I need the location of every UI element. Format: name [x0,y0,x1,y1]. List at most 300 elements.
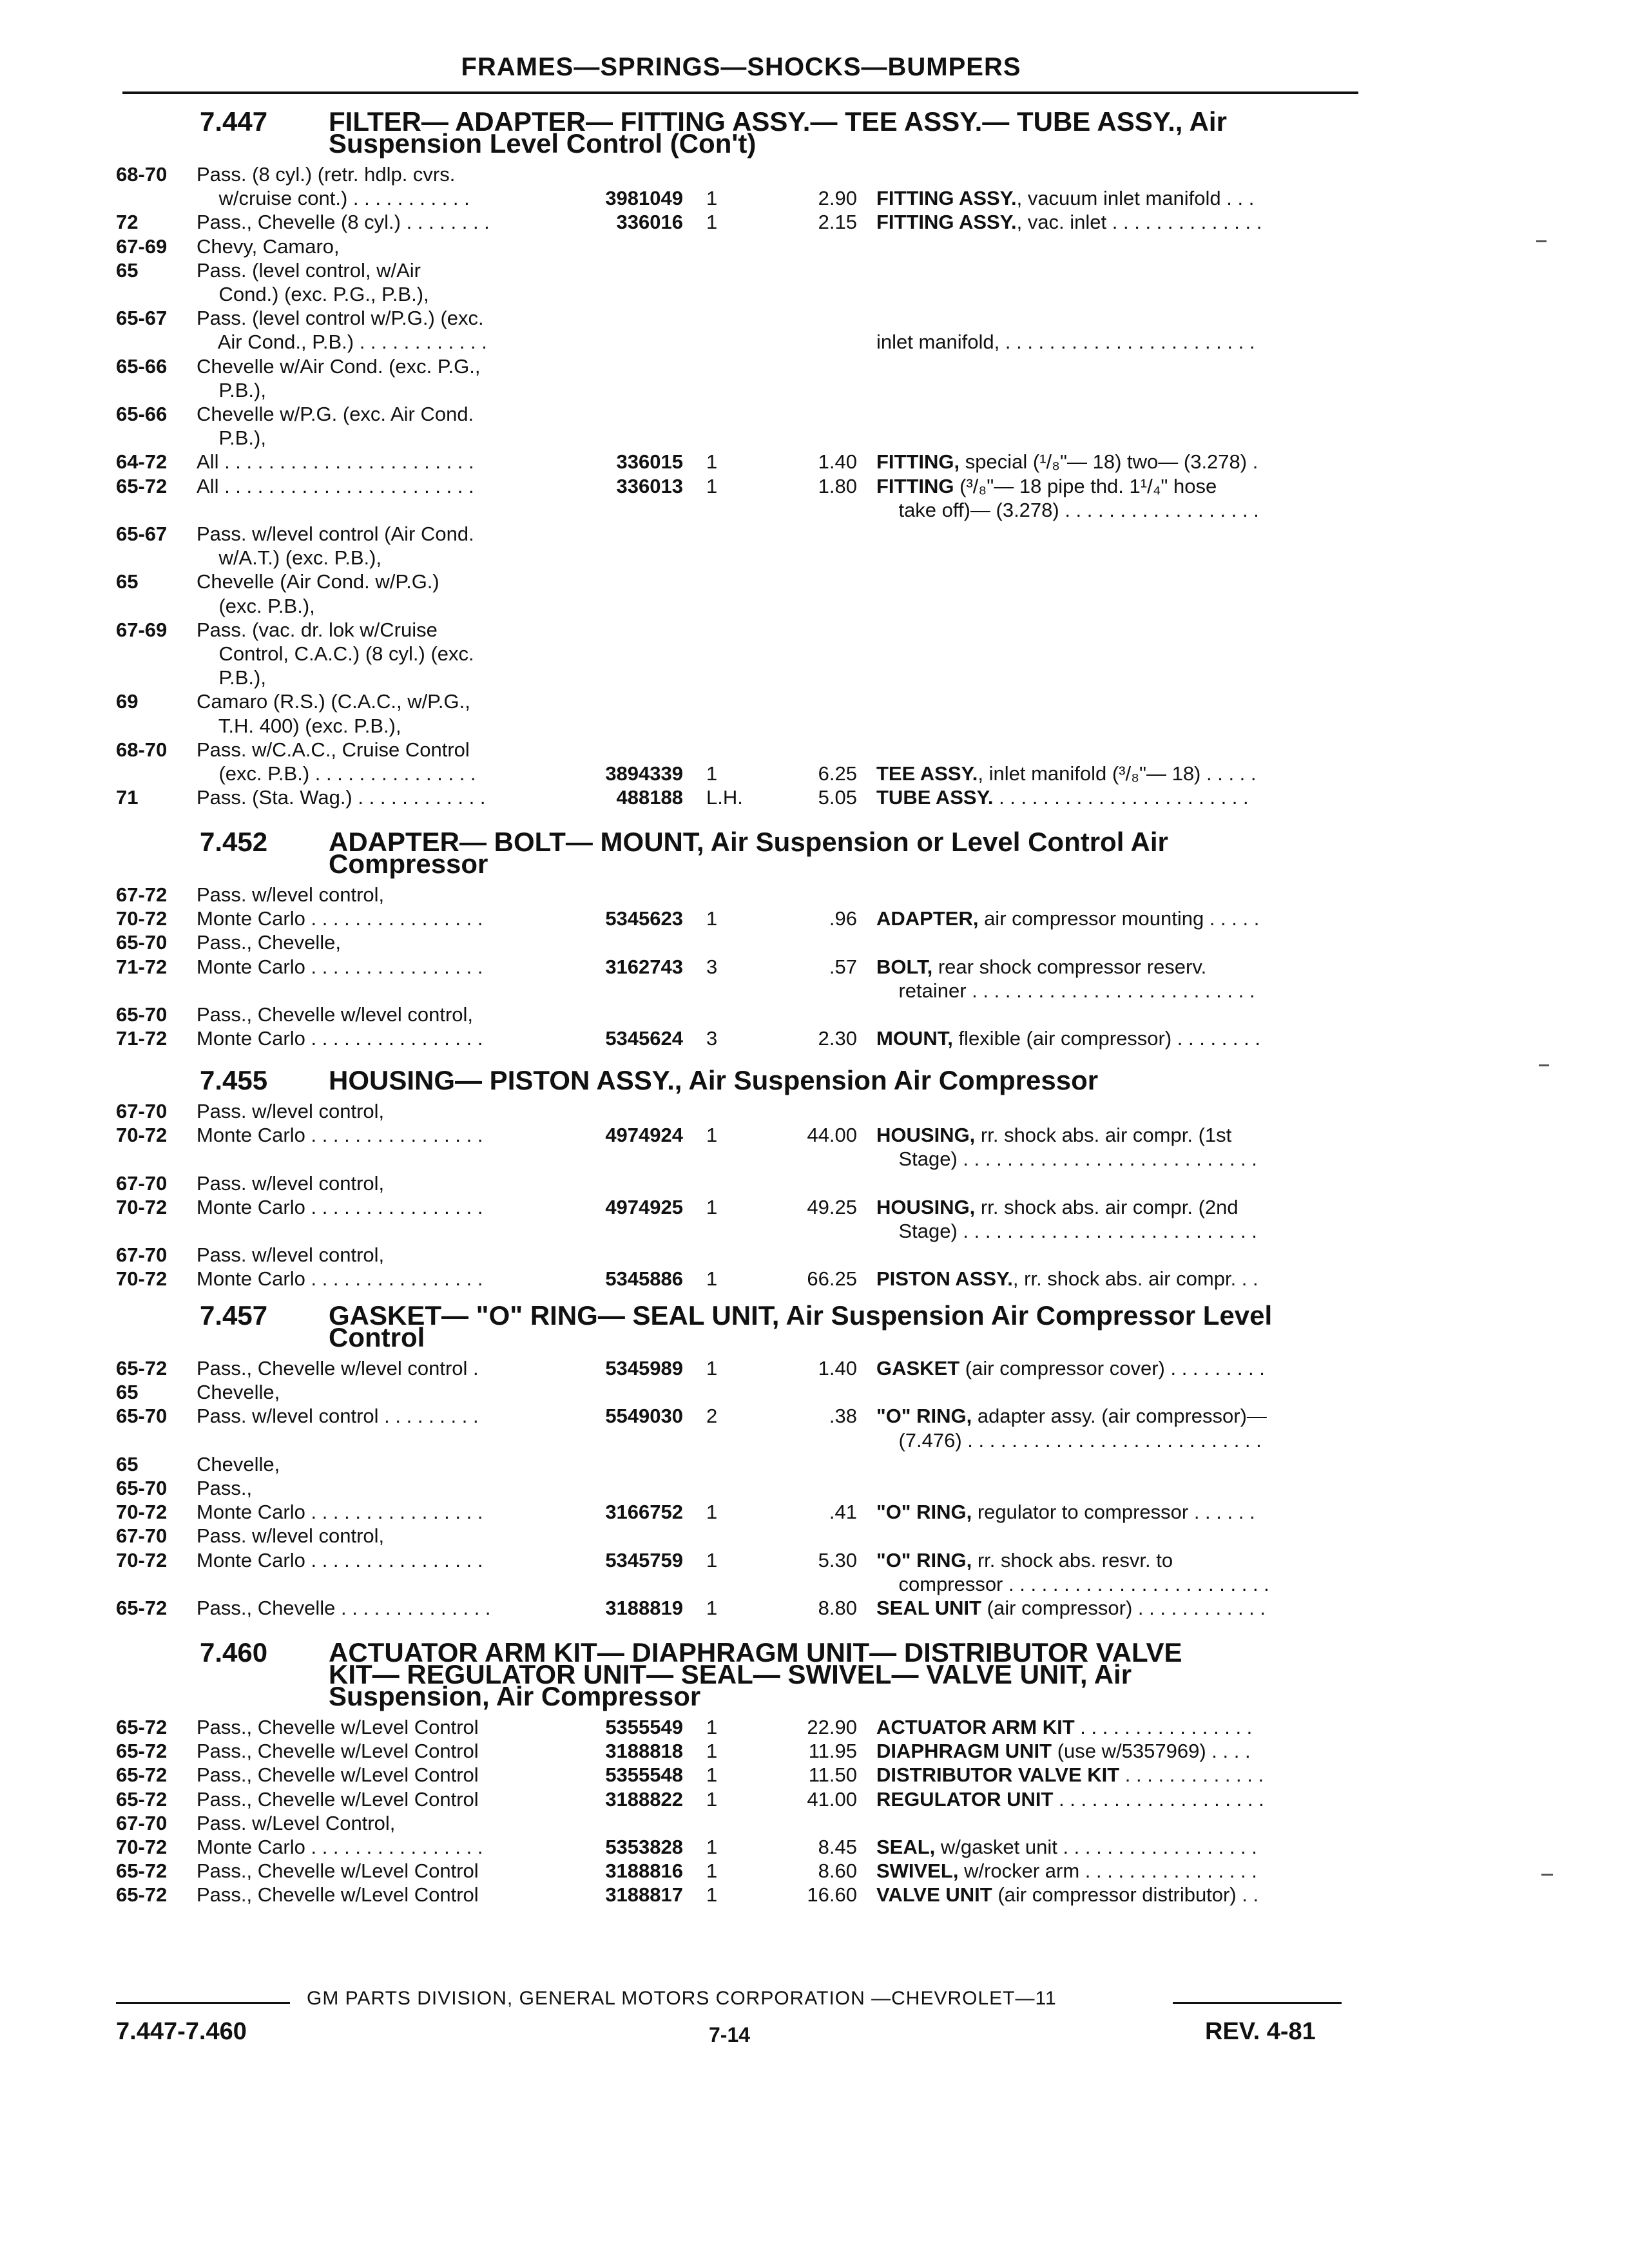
section-heading [200,827,1353,879]
part-detail: (7.476) . . . . . . . . . . . . . . . . . . . . . . . . . . . [876,1429,1262,1452]
price: 1.40 [818,450,857,473]
part-description [876,907,1350,931]
section-title-line: ACTUATOR ARM KIT— DIAPHRAGM UNIT— DISTRIBUTOR VALVE [329,1637,1182,1667]
model-year: 65 [116,570,139,593]
part-name: TEE ASSY. [876,762,978,785]
price: 44.00 [807,1124,857,1146]
part-name: SEAL, [876,1836,936,1858]
section-title [329,1300,1353,1352]
part-description [876,498,1350,523]
model-year: 70-72 [116,1267,168,1290]
part-number: 5549030 [605,1405,683,1427]
table-row [0,1243,1629,1267]
part-detail: flexible (air compressor) . . . . . . . . [952,1027,1260,1050]
price: 5.30 [818,1549,857,1571]
table-row [0,1476,1629,1501]
part-description [876,785,1350,810]
application: Cond.) (exc. P.G., P.B.), [197,283,429,305]
section-title-line: ADAPTER— BOLT— MOUNT, Air Suspension or Level Control Air [329,827,1168,857]
part-description [876,330,1350,354]
model-year: 65 [116,259,139,282]
price: 6.25 [818,762,857,785]
application: Monte Carlo . . . . . . . . . . . . . . . . [197,907,483,930]
table-row [0,1356,1629,1381]
table-row [0,1835,1629,1860]
application: Monte Carlo . . . . . . . . . . . . . . . . [197,1549,483,1571]
table-row [0,618,1629,642]
table-row [0,1859,1629,1883]
application: Chevelle, [197,1453,280,1475]
model-year: 65-70 [116,1405,168,1427]
section-heading [200,1300,1353,1352]
application: P.B.), [197,666,266,689]
application: Chevy, Camaro, [197,235,340,258]
part-description [876,979,1350,1003]
price: 1.80 [818,475,857,497]
application: Pass. w/level control, [197,1244,385,1266]
part-detail: , vac. inlet . . . . . . . . . . . . . . [1016,211,1262,233]
model-year: 65-72 [116,1597,168,1619]
table-row [0,402,1629,427]
part-description [876,1572,1350,1597]
application: Monte Carlo . . . . . . . . . . . . . . . . [197,1501,483,1523]
table-row [0,1596,1629,1620]
application: Pass. w/level control, [197,1100,385,1122]
part-detail: (use w/5357969) . . . . [1052,1740,1251,1762]
model-year: 70-72 [116,1549,168,1571]
application: Chevelle w/P.G. (exc. Air Cond. [197,403,474,425]
table-row [0,258,1629,283]
table-row [0,235,1629,259]
model-year: 68-70 [116,163,168,186]
application: T.H. 400) (exc. P.B.), [197,715,401,737]
section-title [329,1637,1353,1711]
table-row [0,738,1629,762]
price: 41.00 [807,1788,857,1811]
part-description [876,1147,1350,1171]
table-row [0,1452,1629,1477]
price: 49.25 [807,1196,857,1218]
quantity: 1 [706,1836,718,1858]
part-detail: (air compressor cover) . . . . . . . . . [959,1357,1265,1379]
margin-mark [1541,1874,1553,1876]
part-name: GASKET [876,1357,960,1379]
application: Pass., Chevelle . . . . . . . . . . . . . . [197,1597,491,1619]
price: 11.95 [808,1740,857,1762]
price: 16.60 [807,1883,857,1906]
part-description [876,210,1350,235]
quantity: 1 [706,1357,718,1379]
part-detail: (air compressor distributor) . . [992,1883,1259,1906]
application: Pass. w/level control (Air Cond. [197,523,474,545]
table-row [0,1404,1629,1428]
table-row [0,1524,1629,1548]
model-year: 70-72 [116,1196,168,1218]
part-detail: w/rocker arm . . . . . . . . . . . . . . . . [958,1860,1257,1882]
part-description [876,474,1350,499]
quantity: 2 [706,1405,718,1427]
part-name: "O" RING, [876,1405,972,1427]
part-name: MOUNT, [876,1027,953,1050]
part-number: 3981049 [605,187,683,209]
table-row [0,426,1629,450]
part-description [876,1267,1350,1291]
section-title-line: Suspension, Air Compressor [329,1681,701,1711]
application: (exc. P.B.) . . . . . . . . . . . . . . . [197,762,476,785]
model-year: 65-66 [116,355,168,378]
table-row [0,210,1629,235]
footer-page-number: 7-14 [709,2023,751,2046]
application: Pass. w/level control, [197,1172,385,1195]
table-row [0,883,1629,907]
section-title [329,827,1353,879]
application: P.B.), [197,379,266,401]
part-detail: (air compressor) . . . . . . . . . . . . [981,1597,1266,1619]
application: Pass. (8 cyl.) (retr. hdlp. cvrs. [197,163,456,186]
table-row [0,1739,1629,1763]
model-year: 65-72 [116,475,168,497]
part-description [876,1356,1350,1381]
part-name: VALVE UNIT [876,1883,992,1906]
application: Pass., Chevelle w/Level Control [197,1716,479,1738]
part-detail: Stage) . . . . . . . . . . . . . . . . . . . . . . . . . . . [876,1148,1257,1170]
application: Pass. w/level control, [197,883,385,906]
model-year: 67-69 [116,235,168,258]
footer-revision: REV. 4-81 [1205,2018,1316,2045]
price: 2.90 [818,187,857,209]
part-number: 5345624 [605,1027,683,1050]
section-heading [200,106,1353,159]
application: Monte Carlo . . . . . . . . . . . . . . . . [197,1027,483,1050]
quantity: 1 [706,1883,718,1906]
footer-rule-left [116,2002,290,2004]
table-row [0,1500,1629,1524]
quantity: 1 [706,475,718,497]
model-year: 65 [116,1381,139,1403]
quantity: 1 [706,1549,718,1571]
price: 66.25 [807,1267,857,1290]
model-year: 65-72 [116,1860,168,1882]
table-row [0,1219,1629,1244]
application: w/cruise cont.) . . . . . . . . . . . [197,187,470,209]
application: Pass. w/C.A.C., Cruise Control [197,738,470,761]
quantity: 1 [706,1716,718,1738]
price: .57 [829,956,857,978]
part-name: SWIVEL, [876,1860,959,1882]
table-row [0,1548,1629,1573]
table-row [0,1428,1629,1453]
part-description [876,1404,1350,1428]
model-year: 65-66 [116,403,168,425]
model-year: 65-72 [116,1883,168,1906]
part-detail: w/gasket unit . . . . . . . . . . . . . . . . . . [935,1836,1257,1858]
part-detail: rear shock compressor reserv. [932,956,1207,978]
table-row [0,930,1629,955]
application: Monte Carlo . . . . . . . . . . . . . . . . [197,1267,483,1290]
part-number: 5345989 [605,1357,683,1379]
quantity: 1 [706,1267,718,1290]
model-year: 67-70 [116,1524,168,1547]
quantity: 1 [706,450,718,473]
footer-section-range: 7.447-7.460 [116,2018,247,2045]
margin-mark [1536,240,1547,242]
part-description [876,1123,1350,1148]
section-heading [200,1637,1353,1711]
part-number: 5355549 [605,1716,683,1738]
part-detail: (³/₈"— 18 pipe thd. 1¹/₄" hose [954,475,1217,497]
model-year: 65-72 [116,1740,168,1762]
quantity: 1 [706,907,718,930]
table-row [0,282,1629,307]
section-number: 7.452 [200,827,268,857]
part-description [876,762,1350,786]
model-year: 68-70 [116,738,168,761]
part-description [876,1219,1350,1244]
table-row [0,546,1629,570]
part-name: TUBE ASSY. [876,786,994,809]
application: Chevelle (Air Cond. w/P.G.) [197,570,439,593]
price: 2.15 [818,211,857,233]
part-name: HOUSING, [876,1196,976,1218]
application: w/A.T.) (exc. P.B.), [197,546,382,569]
part-description [876,186,1350,211]
application: Chevelle, [197,1381,280,1403]
section-title-line: KIT— REGULATOR UNIT— SEAL— SWIVEL— VALVE UNIT, Air [329,1659,1132,1689]
part-description [876,1428,1350,1453]
table-row [0,1763,1629,1787]
part-number: 3188818 [605,1740,683,1762]
part-description [876,1548,1350,1573]
part-name: PISTON ASSY. [876,1267,1013,1290]
quantity: 1 [706,1196,718,1218]
table-row [0,1811,1629,1836]
table-row [0,1099,1629,1124]
part-number: 3188819 [605,1597,683,1619]
part-detail: . . . . . . . . . . . . . [1119,1763,1264,1786]
part-description [876,1763,1350,1787]
section-title-line: Compressor [329,849,488,879]
section-title-line: Suspension Level Control (Con't) [329,128,757,159]
application: Pass. (vac. dr. lok w/Cruise [197,619,438,641]
model-year: 70-72 [116,1501,168,1523]
part-number: 3162743 [605,956,683,978]
model-year: 64-72 [116,450,168,473]
table-row [0,522,1629,546]
table-row [0,330,1629,354]
part-name: FITTING, [876,450,960,473]
table-row [0,186,1629,211]
application: Pass. (Sta. Wag.) . . . . . . . . . . . . [197,786,486,809]
part-detail: rr. shock abs. air compr. (1st [975,1124,1232,1146]
part-detail: , vacuum inlet manifold . . . [1016,187,1255,209]
part-name: REGULATOR UNIT [876,1788,1054,1811]
part-description [876,955,1350,979]
part-detail: , inlet manifold (³/₈"— 18) . . . . . [978,762,1257,785]
quantity: 1 [706,1860,718,1882]
part-name: "O" RING, [876,1501,972,1523]
application: Pass., Chevelle w/Level Control [197,1763,479,1786]
quantity: 3 [706,956,718,978]
table-row [0,1026,1629,1051]
part-detail: retainer . . . . . . . . . . . . . . . . . . . . . . . . . . [876,979,1255,1002]
application: Monte Carlo . . . . . . . . . . . . . . . . [197,1124,483,1146]
part-description [876,1596,1350,1620]
model-year: 67-72 [116,883,168,906]
table-row [0,979,1629,1003]
part-description [876,1739,1350,1763]
model-year: 67-70 [116,1100,168,1122]
part-description [876,1859,1350,1883]
table-row [0,450,1629,474]
section-title-line: FILTER— ADAPTER— FITTING ASSY.— TEE ASSY.— TUBE ASSY., Air [329,106,1227,137]
part-name: DISTRIBUTOR VALVE KIT [876,1763,1120,1786]
part-name: ADAPTER, [876,907,979,930]
application: Pass., Chevelle w/Level Control [197,1740,479,1762]
part-detail: rr. shock abs. air compr. (2nd [975,1196,1239,1218]
application: Pass., Chevelle w/level control, [197,1003,474,1026]
application: Pass., Chevelle (8 cyl.) . . . . . . . . [197,211,490,233]
price: 5.05 [818,786,857,809]
quantity: 1 [706,1597,718,1619]
table-row [0,1380,1629,1405]
price: .41 [829,1501,857,1523]
section-number: 7.455 [200,1065,268,1095]
model-year: 67-70 [116,1812,168,1834]
model-year: 67-70 [116,1172,168,1195]
application: Pass., Chevelle, [197,931,341,954]
part-number: 3894339 [605,762,683,785]
application: Pass., Chevelle w/level control . [197,1357,479,1379]
price: 1.40 [818,1357,857,1379]
part-detail: Stage) . . . . . . . . . . . . . . . . . . . . . . . . . . . [876,1220,1257,1242]
model-year: 65-70 [116,1477,168,1499]
page-header-title: FRAMES—SPRINGS—SHOCKS—BUMPERS [461,53,1021,81]
application: Pass. w/level control, [197,1524,385,1547]
table-row [0,354,1629,379]
part-number: 5345623 [605,907,683,930]
part-number: 3188822 [605,1788,683,1811]
price: 2.30 [818,1027,857,1050]
model-year: 71-72 [116,956,168,978]
part-description [876,450,1350,474]
margin-mark [1539,1064,1549,1066]
quantity: 3 [706,1027,718,1050]
part-number: 5345759 [605,1549,683,1571]
part-name: FITTING ASSY. [876,187,1017,209]
part-number: 336013 [616,475,683,497]
part-name: FITTING ASSY. [876,211,1017,233]
model-year: 65 [116,1453,139,1475]
part-name: DIAPHRAGM UNIT [876,1740,1052,1762]
part-detail: adapter assy. (air compressor)— [972,1405,1267,1427]
table-row [0,498,1629,523]
quantity: 1 [706,1124,718,1146]
model-year: 71-72 [116,1027,168,1050]
table-row [0,1147,1629,1171]
application: Monte Carlo . . . . . . . . . . . . . . . . [197,1196,483,1218]
model-year: 67-69 [116,619,168,641]
application: Pass. w/level control . . . . . . . . . [197,1405,479,1427]
part-number: 3166752 [605,1501,683,1523]
table-row [0,1715,1629,1740]
table-row [0,1171,1629,1196]
price: 22.90 [807,1716,857,1738]
part-number: 5353828 [605,1836,683,1858]
table-row [0,1883,1629,1907]
price: .96 [829,907,857,930]
part-detail: . . . . . . . . . . . . . . . . [1074,1716,1253,1738]
quantity: 1 [706,1501,718,1523]
application: Pass., [197,1477,253,1499]
footer-rule-right [1173,2002,1342,2004]
part-detail: . . . . . . . . . . . . . . . . . . . [1053,1788,1264,1811]
part-number: 336016 [616,211,683,233]
table-row [0,785,1629,810]
section-title-line: Control [329,1322,425,1352]
application: All . . . . . . . . . . . . . . . . . . . . . . . [197,475,474,497]
model-year: 69 [116,690,139,713]
table-row [0,162,1629,187]
part-name: ACTUATOR ARM KIT [876,1716,1075,1738]
part-description [876,1195,1350,1220]
model-year: 70-72 [116,1836,168,1858]
section-title [329,106,1353,159]
table-row [0,594,1629,619]
quantity: L.H. [706,786,743,809]
model-year: 72 [116,211,139,233]
header-rule [122,91,1358,94]
section-title [329,1065,1353,1095]
part-name: BOLT, [876,956,933,978]
part-detail: special (¹/₈"— 18) two— (3.278) . [959,450,1258,473]
part-name: SEAL UNIT [876,1597,982,1619]
application: Chevelle w/Air Cond. (exc. P.G., [197,355,481,378]
model-year: 65-72 [116,1716,168,1738]
table-row [0,666,1629,690]
part-number: 3188816 [605,1860,683,1882]
section-title-line: GASKET— "O" RING— SEAL UNIT, Air Suspension Air Compressor Level [329,1300,1273,1331]
model-year: 65-70 [116,1003,168,1026]
part-number: 3188817 [605,1883,683,1906]
footer-org: GM PARTS DIVISION, GENERAL MOTORS CORPORATION —CHEVROLET—11 [307,1988,1057,2009]
table-row [0,306,1629,331]
model-year: 65-70 [116,931,168,954]
price: 11.50 [808,1763,857,1786]
part-number: 488188 [616,786,683,809]
application: Pass. (level control, w/Air [197,259,421,282]
application: (exc. P.B.), [197,595,315,617]
application: Pass., Chevelle w/Level Control [197,1788,479,1811]
price: 8.60 [818,1860,857,1882]
section-title-line: HOUSING— PISTON ASSY., Air Suspension Air Compressor [329,1065,1099,1095]
model-year: 65-72 [116,1763,168,1786]
table-row [0,642,1629,666]
price: 8.80 [818,1597,857,1619]
price: .38 [829,1405,857,1427]
price: 8.45 [818,1836,857,1858]
application: Camaro (R.S.) (C.A.C., w/P.G., [197,690,470,713]
part-detail: , rr. shock abs. air compr. . . [1012,1267,1258,1290]
model-year: 65-72 [116,1357,168,1379]
table-row [0,474,1629,499]
table-row [0,1003,1629,1027]
application: Monte Carlo . . . . . . . . . . . . . . . . [197,1836,483,1858]
model-year: 65-67 [116,307,168,329]
part-description [876,1715,1350,1740]
table-row [0,955,1629,979]
quantity: 1 [706,1763,718,1786]
part-number: 4974925 [605,1196,683,1218]
